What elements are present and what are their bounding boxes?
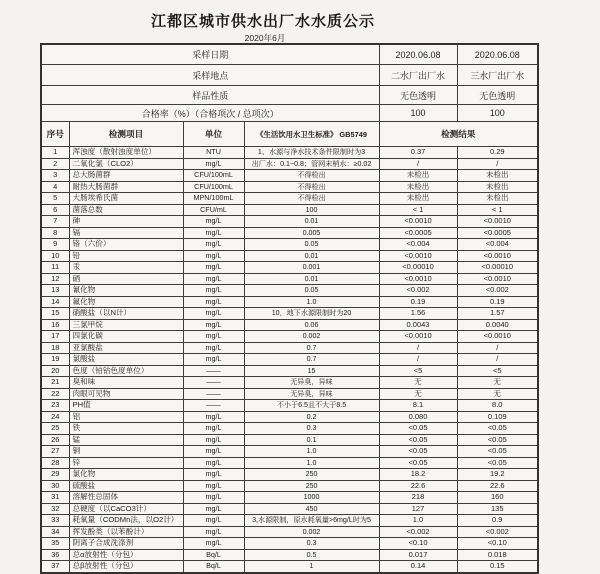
table-row: [41, 480, 538, 492]
cell-unit: mg/L: [183, 411, 244, 423]
cell-result-plant2: 0.37: [379, 147, 457, 159]
cell-unit: CFU/mL: [183, 204, 244, 216]
cell-unit: mg/L: [183, 319, 244, 331]
cell-seq: 12: [41, 273, 69, 285]
table-row: [41, 331, 538, 343]
cell-result-plant2: 1.0: [379, 515, 457, 527]
column-header-item: 检测项目: [69, 122, 183, 147]
cell-seq: 21: [41, 377, 69, 389]
cell-result-plant2: 8.1: [379, 400, 457, 412]
cell-standard: 无异臭，异味: [244, 377, 379, 389]
info-value-plant3: 无色透明: [457, 86, 538, 105]
cell-seq: 15: [41, 308, 69, 320]
table-row: [41, 147, 538, 159]
cell-seq: 4: [41, 181, 69, 193]
cell-seq: 28: [41, 457, 69, 469]
cell-seq: 31: [41, 492, 69, 504]
cell-unit: mg/L: [183, 503, 244, 515]
cell-unit: CFU/100mL: [183, 170, 244, 182]
cell-result-plant3: 1.57: [457, 308, 538, 320]
table-row: [41, 561, 538, 573]
cell-unit: NTU: [183, 147, 244, 159]
cell-standard: 1.0: [244, 457, 379, 469]
cell-result-plant3: <0.05: [457, 446, 538, 458]
page-title: 江都区城市供水出厂水水质公示: [150, 13, 375, 30]
cell-seq: 8: [41, 227, 69, 239]
cell-result-plant2: <0.00010: [379, 262, 457, 274]
cell-unit: mg/L: [183, 354, 244, 366]
cell-unit: mg/L: [183, 262, 244, 274]
cell-seq: 37: [41, 561, 69, 573]
cell-item: 耐热大肠菌群: [69, 181, 183, 193]
cell-item: 总β放射性（分包）: [69, 561, 183, 573]
table-header-row: [41, 122, 538, 147]
info-label: 合格率（%）（合格项次 / 总项次）: [41, 105, 379, 122]
table-row: [41, 388, 538, 400]
cell-item: 砷: [69, 216, 183, 228]
cell-unit: ——: [183, 377, 244, 389]
cell-standard: 无异臭，异味: [244, 388, 379, 400]
cell-item: 镉: [69, 227, 183, 239]
cell-seq: 5: [41, 193, 69, 205]
cell-unit: mg/L: [183, 227, 244, 239]
cell-result-plant2: 未检出: [379, 170, 457, 182]
cell-result-plant3: 0.15: [457, 561, 538, 573]
cell-standard: 100: [244, 204, 379, 216]
table-row: [41, 285, 538, 297]
cell-standard: 不得检出: [244, 170, 379, 182]
table-row-sample-date: [41, 44, 538, 65]
table-row: [41, 262, 538, 274]
table-row: [41, 411, 538, 423]
cell-standard: 0.01: [244, 250, 379, 262]
cell-item: 锰: [69, 434, 183, 446]
info-value-plant2: 100: [379, 105, 457, 122]
info-value-plant3: 100: [457, 105, 538, 122]
cell-seq: 26: [41, 434, 69, 446]
table-body: [41, 44, 538, 573]
cell-result-plant3: 0.0040: [457, 319, 538, 331]
cell-seq: 11: [41, 262, 69, 274]
cell-result-plant2: /: [379, 342, 457, 354]
cell-result-plant2: 未检出: [379, 181, 457, 193]
cell-result-plant3: 8.0: [457, 400, 538, 412]
cell-item: 汞: [69, 262, 183, 274]
cell-seq: 7: [41, 216, 69, 228]
cell-result-plant3: <0.002: [457, 285, 538, 297]
cell-unit: mg/L: [183, 446, 244, 458]
cell-unit: mg/L: [183, 296, 244, 308]
table-row: [41, 492, 538, 504]
cell-result-plant3: 19.2: [457, 469, 538, 481]
cell-standard: 0.01: [244, 273, 379, 285]
cell-unit: mg/L: [183, 526, 244, 538]
cell-result-plant2: 127: [379, 503, 457, 515]
cell-result-plant3: <5: [457, 365, 538, 377]
cell-result-plant2: 无: [379, 377, 457, 389]
cell-unit: mg/L: [183, 331, 244, 343]
cell-result-plant3: <0.05: [457, 457, 538, 469]
cell-result-plant2: 0.080: [379, 411, 457, 423]
table-row: [41, 377, 538, 389]
cell-seq: 20: [41, 365, 69, 377]
cell-unit: mg/L: [183, 285, 244, 297]
table-row: [41, 250, 538, 262]
cell-result-plant3: 22.6: [457, 480, 538, 492]
cell-item: 氯化物: [69, 469, 183, 481]
cell-standard: 15: [244, 365, 379, 377]
cell-unit: mg/L: [183, 158, 244, 170]
cell-result-plant3: 未检出: [457, 170, 538, 182]
cell-result-plant3: <0.004: [457, 239, 538, 251]
table-row: [41, 273, 538, 285]
cell-unit: mg/L: [183, 457, 244, 469]
info-value-plant2: 2020.06.08: [379, 44, 457, 65]
cell-item: 氯酸盐: [69, 354, 183, 366]
cell-unit: mg/L: [183, 538, 244, 550]
cell-result-plant3: < 1: [457, 204, 538, 216]
cell-item: 大肠埃希氏菌: [69, 193, 183, 205]
cell-seq: 2: [41, 158, 69, 170]
cell-standard: 不得检出: [244, 181, 379, 193]
cell-result-plant2: <0.0010: [379, 273, 457, 285]
cell-result-plant3: 0.109: [457, 411, 538, 423]
cell-result-plant3: <0.0010: [457, 250, 538, 262]
table-row: [41, 423, 538, 435]
table-row: [41, 296, 538, 308]
cell-result-plant2: <0.05: [379, 423, 457, 435]
cell-item: 浑浊度（散射浊度单位）: [69, 147, 183, 159]
cell-standard: 0.05: [244, 239, 379, 251]
cell-item: 溶解性总固体: [69, 492, 183, 504]
cell-seq: 34: [41, 526, 69, 538]
cell-result-plant3: 未检出: [457, 193, 538, 205]
cell-seq: 19: [41, 354, 69, 366]
cell-result-plant2: <0.004: [379, 239, 457, 251]
column-header-standard: 《生活饮用水卫生标准》 GB5749: [244, 122, 379, 147]
cell-result-plant2: 218: [379, 492, 457, 504]
cell-item: 铬（六价）: [69, 239, 183, 251]
cell-result-plant2: <5: [379, 365, 457, 377]
cell-item: 挥发酚类（以苯酚计）: [69, 526, 183, 538]
cell-result-plant2: <0.0005: [379, 227, 457, 239]
cell-item: 铅: [69, 250, 183, 262]
cell-standard: 不得检出: [244, 193, 379, 205]
cell-unit: ——: [183, 365, 244, 377]
cell-result-plant2: 0.017: [379, 549, 457, 561]
cell-seq: 35: [41, 538, 69, 550]
cell-standard: 0.002: [244, 331, 379, 343]
cell-seq: 10: [41, 250, 69, 262]
table-row: [41, 308, 538, 320]
cell-unit: Bq/L: [183, 561, 244, 573]
table-row: [41, 239, 538, 251]
cell-standard: 出厂水：0.1~0.8；管网末梢水：≥0.02: [244, 158, 379, 170]
table-row: [41, 515, 538, 527]
cell-result-plant2: <0.002: [379, 285, 457, 297]
cell-result-plant3: <0.0010: [457, 273, 538, 285]
cell-unit: CFU/100mL: [183, 181, 244, 193]
cell-unit: mg/L: [183, 273, 244, 285]
cell-result-plant3: 0.9: [457, 515, 538, 527]
cell-standard: 不小于6.5且不大于8.5: [244, 400, 379, 412]
cell-seq: 29: [41, 469, 69, 481]
cell-item: 铁: [69, 423, 183, 435]
cell-seq: 17: [41, 331, 69, 343]
table-row: [41, 227, 538, 239]
cell-seq: 14: [41, 296, 69, 308]
cell-standard: 0.05: [244, 285, 379, 297]
table-row: [41, 181, 538, 193]
cell-standard: 1、水源与净水技术条件限制时为3: [244, 147, 379, 159]
info-label: 采样地点: [41, 65, 379, 86]
info-label: 采样日期: [41, 44, 379, 65]
cell-result-plant3: /: [457, 342, 538, 354]
info-label: 样品性质: [41, 86, 379, 105]
table-row: [41, 457, 538, 469]
cell-seq: 18: [41, 342, 69, 354]
cell-result-plant3: <0.0010: [457, 216, 538, 228]
cell-result-plant2: <0.0010: [379, 216, 457, 228]
cell-standard: 0.002: [244, 526, 379, 538]
cell-seq: 33: [41, 515, 69, 527]
cell-item: 氰化物: [69, 285, 183, 297]
cell-standard: 0.1: [244, 434, 379, 446]
table-row: [41, 170, 538, 182]
cell-result-plant2: /: [379, 158, 457, 170]
cell-seq: 3: [41, 170, 69, 182]
cell-unit: mg/L: [183, 239, 244, 251]
column-header-seq: 序号: [41, 122, 69, 147]
cell-unit: ——: [183, 400, 244, 412]
cell-result-plant3: 未检出: [457, 181, 538, 193]
cell-item: 肉眼可见物: [69, 388, 183, 400]
cell-result-plant2: 0.14: [379, 561, 457, 573]
table-row: [41, 158, 538, 170]
info-value-plant2: 无色透明: [379, 86, 457, 105]
cell-standard: 450: [244, 503, 379, 515]
cell-result-plant2: <0.0010: [379, 250, 457, 262]
cell-result-plant3: 160: [457, 492, 538, 504]
cell-seq: 27: [41, 446, 69, 458]
cell-standard: 0.5: [244, 549, 379, 561]
cell-seq: 23: [41, 400, 69, 412]
table-row-sample-nature: [41, 86, 538, 105]
cell-item: 硒: [69, 273, 183, 285]
table-row: [41, 526, 538, 538]
cell-item: 氟化物: [69, 296, 183, 308]
cell-standard: 0.001: [244, 262, 379, 274]
cell-result-plant3: /: [457, 354, 538, 366]
cell-standard: 1000: [244, 492, 379, 504]
cell-result-plant2: <0.10: [379, 538, 457, 550]
table-row: [41, 400, 538, 412]
cell-item: 硝酸盐（以N计）: [69, 308, 183, 320]
cell-standard: 0.005: [244, 227, 379, 239]
cell-result-plant3: <0.002: [457, 526, 538, 538]
cell-item: 耗氧量（CODMn法，以O2计）: [69, 515, 183, 527]
cell-result-plant2: <0.002: [379, 526, 457, 538]
cell-unit: mg/L: [183, 423, 244, 435]
cell-result-plant2: <0.05: [379, 457, 457, 469]
table-row: [41, 193, 538, 205]
cell-standard: 1.0: [244, 446, 379, 458]
cell-result-plant3: /: [457, 158, 538, 170]
info-value-plant3: 三水厂出厂水: [457, 65, 538, 86]
column-header-result: 检测结果: [379, 122, 538, 147]
cell-standard: 3,水源限制，原水耗氧量>6mg/L时为5: [244, 515, 379, 527]
cell-result-plant2: <0.0010: [379, 331, 457, 343]
cell-result-plant3: <0.10: [457, 538, 538, 550]
cell-seq: 30: [41, 480, 69, 492]
cell-item: 亚氯酸盐: [69, 342, 183, 354]
table-row: [41, 216, 538, 228]
cell-seq: 9: [41, 239, 69, 251]
cell-result-plant3: <0.05: [457, 423, 538, 435]
info-value-plant3: 2020.06.08: [457, 44, 538, 65]
cell-item: 总硬度（以CaCO3计）: [69, 503, 183, 515]
cell-item: 硫酸盐: [69, 480, 183, 492]
cell-result-plant2: 18.2: [379, 469, 457, 481]
cell-item: 臭和味: [69, 377, 183, 389]
cell-result-plant3: 无: [457, 377, 538, 389]
cell-result-plant2: 1.56: [379, 308, 457, 320]
cell-result-plant2: 未检出: [379, 193, 457, 205]
cell-seq: 36: [41, 549, 69, 561]
cell-standard: 1.0: [244, 296, 379, 308]
cell-item: 总α放射性（分包）: [69, 549, 183, 561]
cell-seq: 1: [41, 147, 69, 159]
cell-item: PH值: [69, 400, 183, 412]
cell-standard: 250: [244, 480, 379, 492]
cell-item: 二氧化氯（CLO2）: [69, 158, 183, 170]
cell-result-plant3: <0.05: [457, 434, 538, 446]
cell-standard: 0.3: [244, 538, 379, 550]
cell-unit: mg/L: [183, 492, 244, 504]
cell-result-plant3: 0.19: [457, 296, 538, 308]
cell-result-plant2: /: [379, 354, 457, 366]
cell-item: 菌落总数: [69, 204, 183, 216]
table-row-pass-rate: [41, 105, 538, 122]
table-row: [41, 365, 538, 377]
table-row: [41, 204, 538, 216]
cell-result-plant2: 0.0043: [379, 319, 457, 331]
cell-item: 色度（铂钴色度单位）: [69, 365, 183, 377]
cell-seq: 13: [41, 285, 69, 297]
cell-result-plant3: <0.00010: [457, 262, 538, 274]
table-row: [41, 434, 538, 446]
info-value-plant2: 二水厂出厂水: [379, 65, 457, 86]
cell-result-plant2: <0.05: [379, 434, 457, 446]
page-subtitle: 2020年6月: [244, 33, 286, 43]
cell-item: 阴离子合成洗涤剂: [69, 538, 183, 550]
water-quality-table: [40, 43, 539, 574]
table-row: [41, 342, 538, 354]
cell-unit: Bq/L: [183, 549, 244, 561]
table-row: [41, 503, 538, 515]
cell-standard: 10，地下水源限制时为20: [244, 308, 379, 320]
cell-result-plant2: 0.19: [379, 296, 457, 308]
cell-item: 铝: [69, 411, 183, 423]
cell-result-plant2: 22.6: [379, 480, 457, 492]
cell-standard: 0.7: [244, 354, 379, 366]
cell-unit: mg/L: [183, 434, 244, 446]
cell-result-plant3: 无: [457, 388, 538, 400]
table-row: [41, 319, 538, 331]
cell-item: 铜: [69, 446, 183, 458]
cell-result-plant3: 0.018: [457, 549, 538, 561]
column-header-unit: 单位: [183, 122, 244, 147]
table-row: [41, 354, 538, 366]
cell-seq: 32: [41, 503, 69, 515]
cell-unit: mg/L: [183, 250, 244, 262]
cell-standard: 250: [244, 469, 379, 481]
cell-result-plant2: 无: [379, 388, 457, 400]
table-row: [41, 446, 538, 458]
cell-result-plant2: < 1: [379, 204, 457, 216]
table-row-sample-location: [41, 65, 538, 86]
cell-standard: 0.01: [244, 216, 379, 228]
cell-item: 三氯甲烷: [69, 319, 183, 331]
cell-standard: 0.3: [244, 423, 379, 435]
cell-unit: mg/L: [183, 342, 244, 354]
table-row: [41, 469, 538, 481]
cell-unit: mg/L: [183, 480, 244, 492]
cell-result-plant3: <0.0005: [457, 227, 538, 239]
cell-standard: 0.2: [244, 411, 379, 423]
cell-unit: mg/L: [183, 515, 244, 527]
table-row: [41, 549, 538, 561]
cell-result-plant2: <0.05: [379, 446, 457, 458]
cell-unit: MPN/100mL: [183, 193, 244, 205]
cell-result-plant3: 135: [457, 503, 538, 515]
cell-unit: ——: [183, 388, 244, 400]
cell-item: 总大肠菌群: [69, 170, 183, 182]
table-row: [41, 538, 538, 550]
cell-standard: 0.7: [244, 342, 379, 354]
cell-seq: 22: [41, 388, 69, 400]
cell-unit: mg/L: [183, 308, 244, 320]
cell-unit: mg/L: [183, 216, 244, 228]
cell-item: 锌: [69, 457, 183, 469]
cell-item: 四氯化碳: [69, 331, 183, 343]
cell-seq: 24: [41, 411, 69, 423]
cell-seq: 25: [41, 423, 69, 435]
cell-result-plant3: <0.0010: [457, 331, 538, 343]
cell-seq: 6: [41, 204, 69, 216]
cell-standard: 0.06: [244, 319, 379, 331]
cell-standard: 1: [244, 561, 379, 573]
cell-unit: mg/L: [183, 469, 244, 481]
cell-seq: 16: [41, 319, 69, 331]
cell-result-plant3: 0.29: [457, 147, 538, 159]
